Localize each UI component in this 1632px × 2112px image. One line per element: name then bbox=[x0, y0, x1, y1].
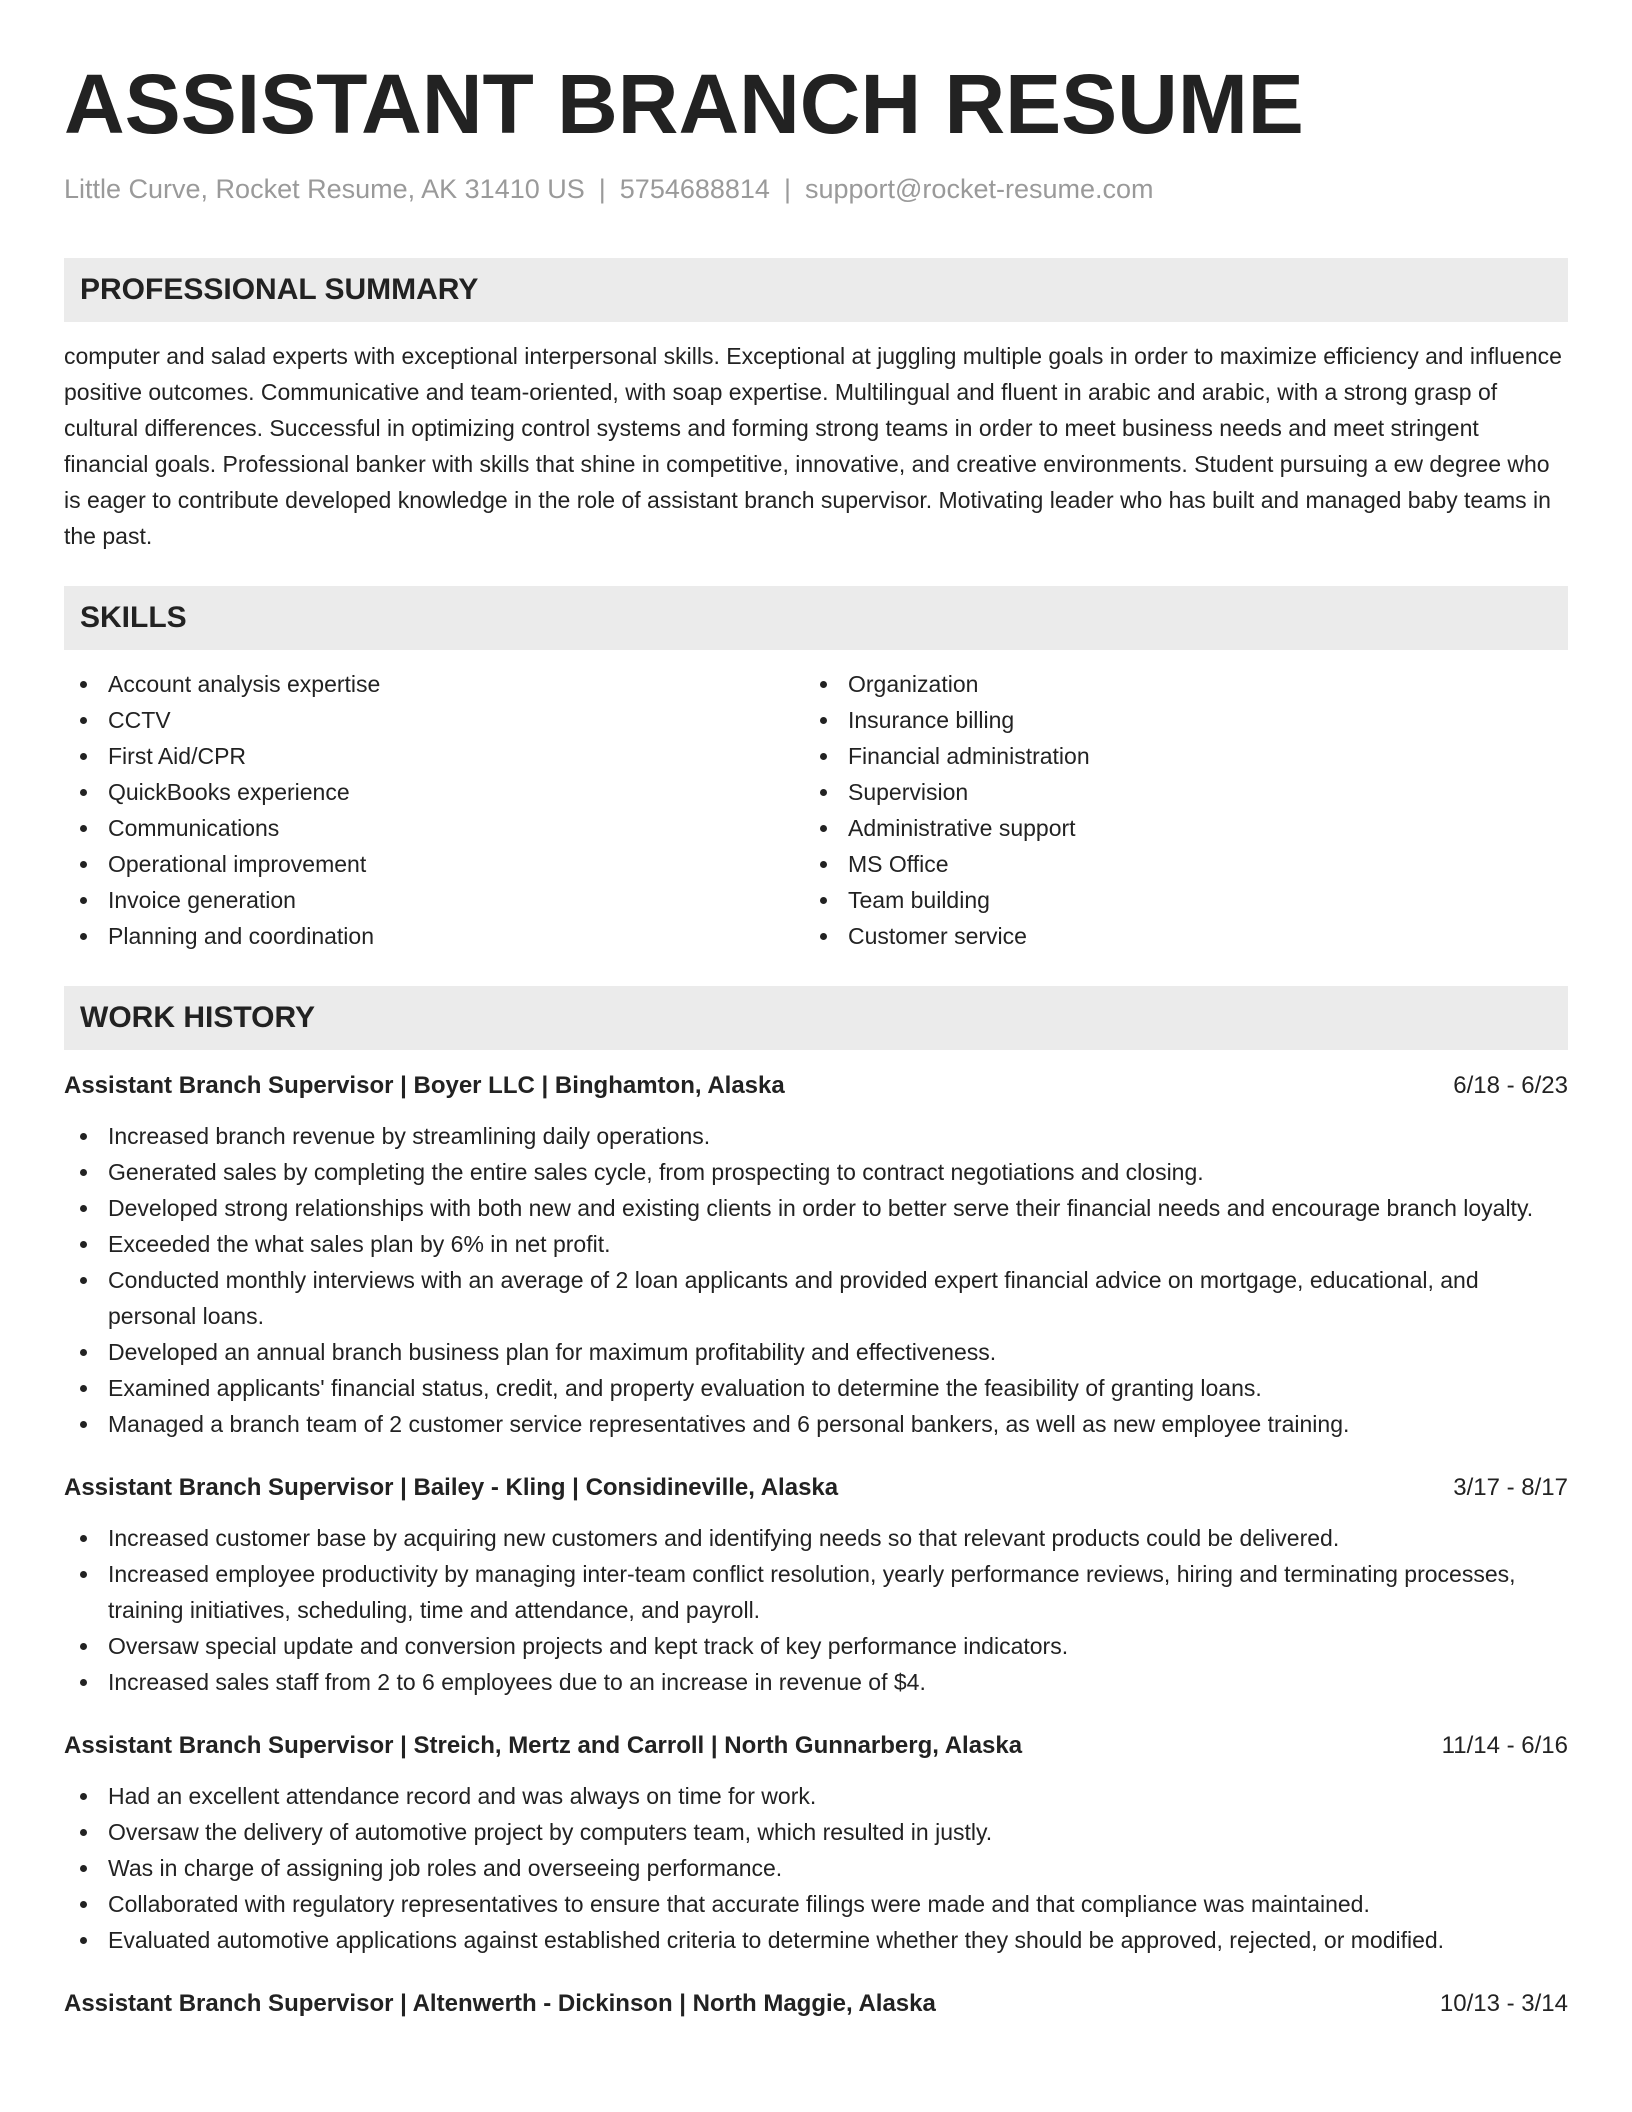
skill-item: MS Office bbox=[804, 846, 1544, 882]
job-bullet: Increased customer base by acquiring new customers and identifying needs so that relevant products could be delivered. bbox=[64, 1520, 1568, 1556]
job-bullets bbox=[64, 1520, 1568, 1700]
job-bullet: Collaborated with regulatory representatives to ensure that accurate filings were made and that compliance was maintained. bbox=[64, 1886, 1568, 1922]
job-dates: 6/18 - 6/23 bbox=[1453, 1072, 1568, 1099]
job-entry bbox=[64, 1070, 1568, 1442]
skill-item: Account analysis expertise bbox=[64, 666, 804, 702]
job-bullet: Conducted monthly interviews with an average of 2 loan applicants and provided expert financial advice on mortgage, educational, and personal loans. bbox=[64, 1262, 1568, 1334]
skill-item: Administrative support bbox=[804, 810, 1544, 846]
work-history-heading: WORK HISTORY bbox=[64, 986, 1568, 1050]
skill-item: Invoice generation bbox=[64, 882, 804, 918]
job-bullet: Developed strong relationships with both new and existing clients in order to better serve their financial needs and encourage branch loyalty. bbox=[64, 1190, 1568, 1226]
skill-item: CCTV bbox=[64, 702, 804, 738]
skill-item: Team building bbox=[804, 882, 1544, 918]
job-entry bbox=[64, 1730, 1568, 1958]
skill-item: QuickBooks experience bbox=[64, 774, 804, 810]
summary-text: computer and salad experts with exceptional interpersonal skills. Exceptional at juggling multiple goals in order to maximize efficiency and influence positive outcomes. Communicative and team-oriented, with soap expertise. Multilingual and fluent in arabic and arabic, with a strong grasp of cultural differences. Successful in optimizing control systems and forming strong teams in order to meet business needs and meet stringent financial goals. Professional banker with skills that shine in competitive, innovative, and creative environments. Student pursuing a ew degree who is eager to contribute developed knowledge in the role of assistant branch supervisor. Motivating leader who has built and managed baby teams in the past. bbox=[64, 343, 1562, 549]
job-bullet: Increased branch revenue by streamlining daily operations. bbox=[64, 1118, 1568, 1154]
contact-address: Little Curve, Rocket Resume, AK 31410 US bbox=[64, 174, 585, 204]
job-bullet: Evaluated automotive applications against established criteria to determine whether they should be approved, rejected, or modified. bbox=[64, 1922, 1568, 1958]
summary-heading: PROFESSIONAL SUMMARY bbox=[64, 258, 1568, 322]
job-bullet: Was in charge of assigning job roles and overseeing performance. bbox=[64, 1850, 1568, 1886]
contact-email: support@rocket-resume.com bbox=[804, 174, 1154, 204]
job-bullet: Managed a branch team of 2 customer service representatives and 6 personal bankers, as well as new employee training. bbox=[64, 1406, 1568, 1442]
job-header bbox=[64, 1070, 1568, 1102]
job-bullet: Generated sales by completing the entire sales cycle, from prospecting to contract negotiations and closing. bbox=[64, 1154, 1568, 1190]
job-bullet: Examined applicants' financial status, credit, and property evaluation to determine the feasibility of granting loans. bbox=[64, 1370, 1568, 1406]
skill-item: Planning and coordination bbox=[64, 918, 804, 954]
skills-heading: SKILLS bbox=[64, 586, 1568, 650]
skill-item: Financial administration bbox=[804, 738, 1544, 774]
job-bullet: Developed an annual branch business plan for maximum profitability and effectiveness. bbox=[64, 1334, 1568, 1370]
skill-item: Communications bbox=[64, 810, 804, 846]
skill-item: Customer service bbox=[804, 918, 1544, 954]
job-bullet: Exceeded the what sales plan by 6% in net profit. bbox=[64, 1226, 1568, 1262]
job-header bbox=[64, 1730, 1568, 1762]
job-bullet: Increased sales staff from 2 to 6 employees due to an increase in revenue of $4. bbox=[64, 1664, 1568, 1700]
job-entry bbox=[64, 1988, 1568, 2020]
skill-item: Insurance billing bbox=[804, 702, 1544, 738]
job-bullet: Oversaw special update and conversion projects and kept track of key performance indicators. bbox=[64, 1628, 1568, 1664]
skills-column-right bbox=[804, 666, 1544, 954]
job-title: Assistant Branch Supervisor | Boyer LLC | Binghamton, Alaska bbox=[64, 1072, 785, 1099]
skills-list bbox=[64, 666, 1568, 954]
resume-title: ASSISTANT BRANCH RESUME bbox=[64, 57, 1304, 151]
job-bullet: Increased employee productivity by managing inter-team conflict resolution, yearly performance reviews, hiring and terminating processes, training initiatives, scheduling, time and attendance, and payroll. bbox=[64, 1556, 1568, 1628]
skill-item: Supervision bbox=[804, 774, 1544, 810]
skill-item: Organization bbox=[804, 666, 1544, 702]
job-bullets bbox=[64, 1778, 1568, 1958]
job-entry bbox=[64, 1472, 1568, 1700]
contact-line bbox=[64, 172, 1568, 206]
job-title: Assistant Branch Supervisor | Bailey - Kling | Considineville, Alaska bbox=[64, 1474, 839, 1501]
job-bullets bbox=[64, 1118, 1568, 1442]
job-dates: 3/17 - 8/17 bbox=[1453, 1474, 1568, 1501]
skills-column-left bbox=[64, 666, 804, 954]
job-dates: 10/13 - 3/14 bbox=[1439, 1990, 1568, 2017]
job-dates: 11/14 - 6/16 bbox=[1441, 1732, 1568, 1759]
skill-item: Operational improvement bbox=[64, 846, 804, 882]
job-bullet: Had an excellent attendance record and was always on time for work. bbox=[64, 1778, 1568, 1814]
contact-phone: 5754688814 bbox=[619, 174, 770, 204]
contact-separator: | bbox=[783, 174, 791, 204]
job-title: Assistant Branch Supervisor | Altenwerth - Dickinson | North Maggie, Alaska bbox=[64, 1990, 936, 2017]
skill-item: First Aid/CPR bbox=[64, 738, 804, 774]
job-title: Assistant Branch Supervisor | Streich, Mertz and Carroll | North Gunnarberg, Alaska bbox=[64, 1732, 1023, 1759]
contact-separator: | bbox=[598, 174, 606, 204]
job-header bbox=[64, 1988, 1568, 2020]
job-header bbox=[64, 1472, 1568, 1504]
job-bullet: Oversaw the delivery of automotive project by computers team, which resulted in justly. bbox=[64, 1814, 1568, 1850]
